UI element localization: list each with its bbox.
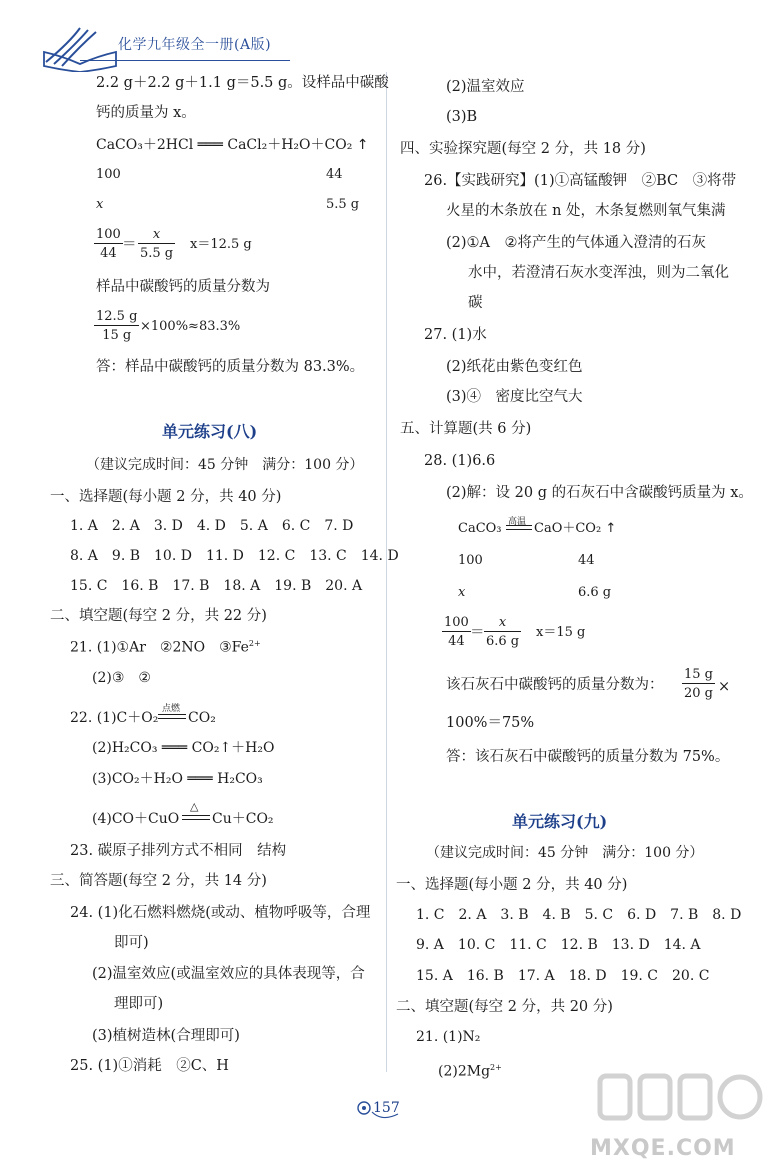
section-heading: 二、填空题(每空 2 分，共 22 分) [50,608,267,624]
answer-line: (2)解：设 20 g 的石灰石中含碳酸钙质量为 x。 [446,485,753,501]
answer-row: 1. C 2. A 3. B 4. B 5. C 6. D 7. B 8. D [416,907,742,923]
answer-row: 15. C 16. B 17. B 18. A 19. B 20. A [70,578,363,594]
times-sign: × [718,679,731,695]
mass-value: 100 [96,167,121,182]
text-line: 该石灰石中碳酸钙的质量分数为： [446,677,664,693]
chemical-equation: CaCO₃ [458,521,502,536]
result-text: x＝12.5 g [190,237,252,252]
fraction: $\frac{x}{6.6 g}$ [486,615,520,649]
section-heading: 四、实验探究题(每空 2 分，共 18 分) [400,141,646,157]
chemical-equation: Cu＋CO₂ [212,811,274,827]
answer-line: (2)①A ②将产生的气体通入澄清的石灰 [446,235,707,251]
answer-line: (2)温室效应 [446,79,525,95]
answer-line: 26.【实践研究】(1)①高锰酸钾 ②BC ③将带 [424,173,737,189]
answer-line: 答：样品中碳酸钙的质量分数为 83.3%。 [96,359,365,375]
mass-value: 44 [578,553,595,568]
result-text: x＝15 g [536,625,586,640]
answer-line: 23. 碳原子排列方式不相同 结构 [70,843,287,859]
answer-line: 21. (1)①Ar ②2NO $③Fe^{2+}$ [70,639,261,656]
chemical-equation: (3)CO₂＋H₂O ═══ H₂CO₃ [92,771,263,787]
page-number: 157 [373,1100,400,1116]
fraction: $\frac{12.5 g}{15 g}$ [96,309,138,343]
mass-value: 44 [326,167,343,182]
fraction: $\frac{100}{44}$ [444,615,469,649]
chemical-equation: (4)CO＋CuO [92,811,180,827]
equation-equals [182,815,210,820]
answer-line: (3)B [446,109,478,125]
mass-value: 5.5 g [326,197,360,212]
section-heading: 二、填空题(每空 2 分，共 20 分) [396,999,613,1015]
reaction-condition: 点燃 [162,704,181,714]
answer-line: 火星的木条放在 n 处，木条复燃则氧气集满 [446,203,726,219]
watermark-url: MXQE.COM [590,1136,736,1161]
mass-value: 6.6 g [578,585,612,600]
mass-value: 100 [458,553,483,568]
unit-title: 单元练习(九) [512,812,608,831]
answer-row: 8. A 9. B 10. D 11. D 12. C 13. C 14. D [70,548,399,564]
text-line: 钙的质量为 x。 [96,105,196,121]
equation-equals [158,714,186,719]
header-title: 化学九年级全一册(A版) [118,37,272,53]
fraction: $\frac{x}{5.5 g}$ [140,227,174,261]
unit-time: （建议完成时间：45 分钟 满分：100 分） [426,845,704,861]
unit-title: 单元练习(八) [162,422,258,441]
answer-line: 21. (1)N₂ [416,1029,481,1045]
text-line: 样品中碳酸钙的质量分数为 [96,279,270,295]
answer-row: 9. A 10. C 11. C 12. B 13. D 14. A [416,937,701,953]
chemical-equation: (2)H₂CO₃ ═══ CO₂↑＋H₂O [92,740,275,756]
answer-line: 28. (1)6.6 [424,453,496,469]
answer-line: 25. (1)①消耗 ②C、H [70,1058,229,1074]
equals-sign: ＝ [122,237,137,253]
mass-value: x [96,197,104,212]
answer-line: (3)植树造林(合理即可) [92,1028,240,1044]
answer-line: 答：该石灰石中碳酸钙的质量分数为 75%。 [446,749,730,765]
answer-line: 理即可) [114,996,164,1012]
chemical-equation: CaCO₃＋2HCl ═══ CaCl₂＋H₂O＋CO₂ ↑ [96,137,369,153]
equals-sign: ＝ [470,625,485,641]
result-text: ×100%≈83.3% [140,319,241,334]
answer-line: (3)④ 密度比空气大 [446,389,583,405]
section-heading: 三、简答题(每空 2 分，共 14 分) [50,873,267,889]
reaction-condition: 高温 [508,517,527,527]
answer-line: 水中，若澄清石灰水变浑浊，则为二氧化 [468,265,729,281]
answer-line: 27. (1)水 [424,327,487,343]
section-heading: 一、选择题(每小题 2 分，共 40 分) [396,877,628,893]
mass-value: x [458,585,466,600]
answer-line: $(2)2Mg^{2+}$ [438,1063,502,1080]
answer-line: 24. (1)化石燃料燃烧(或动、植物呼吸等，合理 [70,905,371,921]
answer-row: 15. A 16. B 17. A 18. D 19. C 20. C [416,968,710,984]
chemical-equation: CO₂ [188,710,216,726]
section-heading: 五、计算题(共 6 分) [400,421,532,437]
answer-line: (2)纸花由紫色变红色 [446,359,583,375]
answer-line: (2)温室效应(或温室效应的具体表现等，合 [92,966,365,982]
text-line: 100%＝75% [446,715,535,731]
fraction: $\frac{100}{44}$ [96,227,121,261]
column-divider [386,72,387,1072]
chemical-equation: 22. (1)C＋O₂ [70,710,159,726]
unit-time: （建议完成时间：45 分钟 满分：100 分） [86,457,364,473]
reaction-condition: △ [190,800,199,813]
answer-row: 1. A 2. A 3. D 4. D 5. A 6. C 7. D [70,518,354,534]
answer-line: 碳 [468,295,483,311]
answer-line: (2)③ ② [92,670,151,686]
answer-line: 即可) [114,935,149,951]
fraction: $\frac{15 g}{20 g}$ [684,667,713,701]
section-heading: 一、选择题(每小题 2 分，共 40 分) [50,489,282,505]
equation-equals [506,525,532,530]
chemical-equation: CaO＋CO₂ ↑ [534,521,617,536]
header-rule [80,60,290,61]
text-line: 2.2 g＋2.2 g＋1.1 g＝5.5 g。设样品中碳酸 [96,75,389,91]
